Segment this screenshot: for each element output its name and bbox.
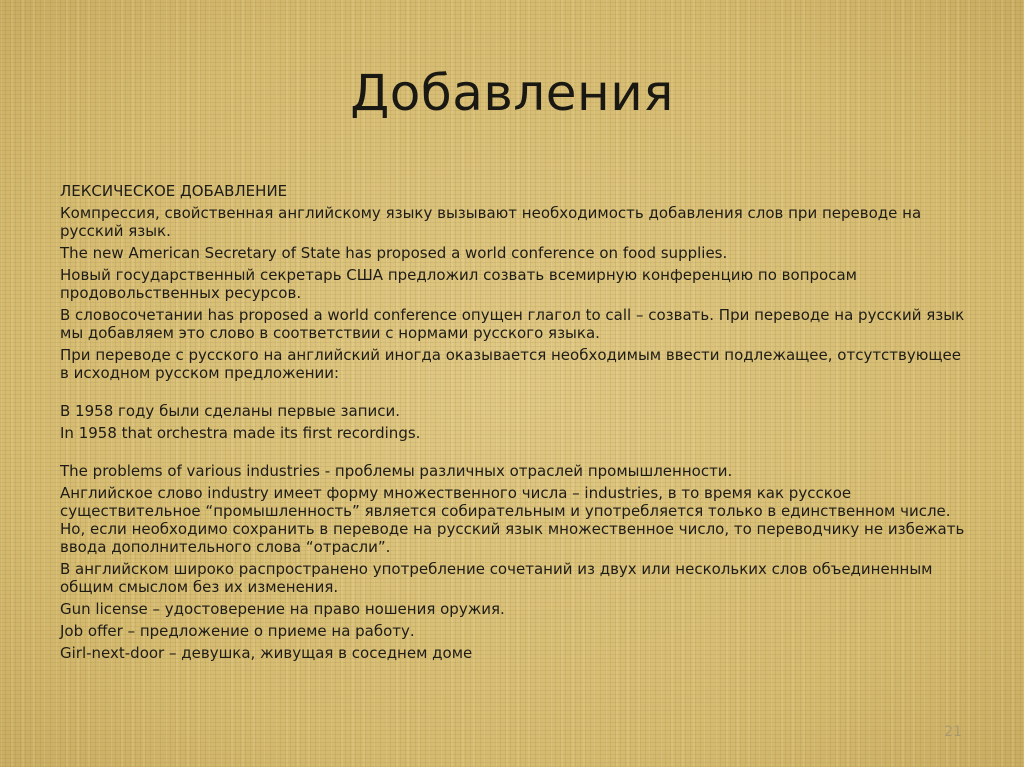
slide-title: Добавления: [350, 64, 674, 122]
slide-body: [60, 182, 965, 666]
paragraph: Компрессия, свойственная английскому языку вызывают необходимость добавления слов при переводе на русский язык.: [60, 204, 922, 240]
paragraph: The problems of various industries - проблемы различных отраслей промышленности.: [60, 462, 733, 480]
paragraph: ЛЕКСИЧЕСКОЕ ДОБАВЛЕНИЕ: [60, 182, 288, 200]
paragraph: В словосочетании has proposed a world conference опущен глагол to call – созвать. При переводе на русский язык мы добавляем это слово в соответствии с нормами русского языка.: [60, 306, 965, 342]
paragraph: Gun license – удостоверение на право ношения оружия.: [60, 600, 505, 618]
paragraph: Girl-next-door – девушка, живущая в соседнем доме: [60, 644, 473, 662]
paragraph: Английское слово industry имеет форму множественного числа – industries, в то время как русское существительное “промышленность” является собирательным и употребляется только в единственном числе. Но, если необходимо сохранить в переводе на русский язык множественное число, то переводчику не избежать ввода дополнительного слова “отрасли”.: [60, 484, 965, 556]
paragraph: In 1958 that orchestra made its first recordings.: [60, 424, 421, 442]
paragraph: При переводе с русского на английский иногда оказывается необходимым ввести подлежащее, отсутствующее в исходном русском предложении:: [60, 346, 961, 382]
page-number: 21: [944, 724, 962, 740]
paragraph: В 1958 году были сделаны первые записи.: [60, 402, 401, 420]
paragraph: Job offer – предложение о приеме на работу.: [60, 622, 415, 640]
paragraph: Новый государственный секретарь США предложил созвать всемирную конференцию по вопросам продовольственных ресурсов.: [60, 266, 857, 302]
paragraph: The new American Secretary of State has proposed a world conference on food supplies.: [60, 244, 728, 262]
paragraph: В английском широко распространено употребление сочетаний из двух или нескольких слов объединенным общим смыслом без их изменения.: [60, 560, 933, 596]
